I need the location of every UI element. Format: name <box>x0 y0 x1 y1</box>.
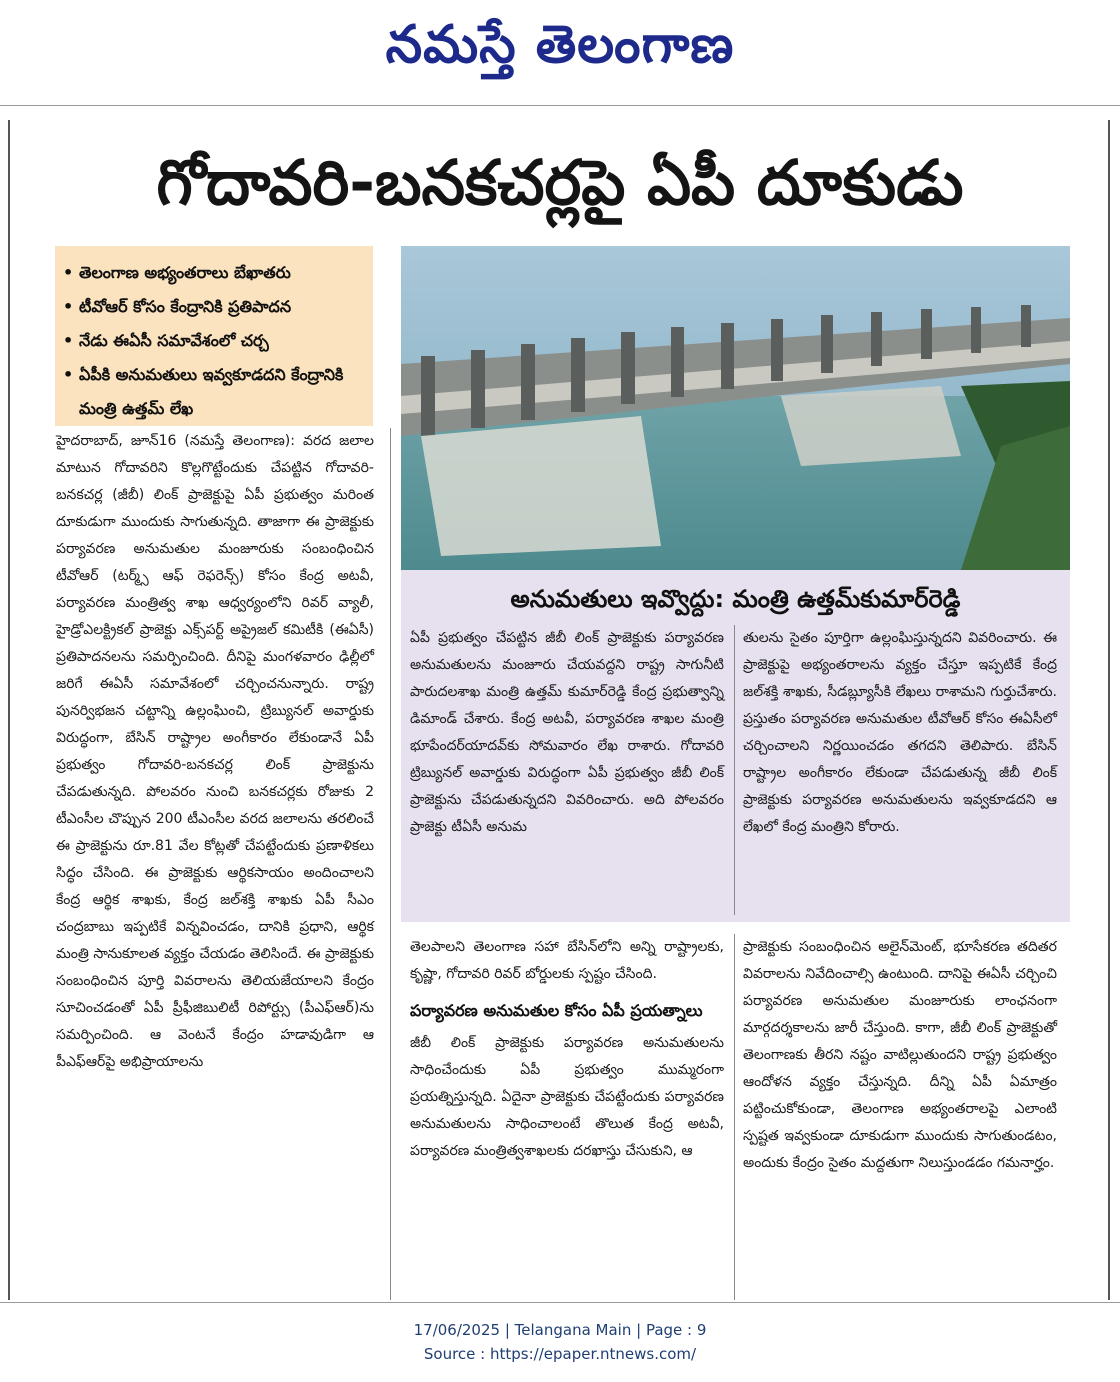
highlight-text: ఏపీకి అనుమతులు ఇవ్వకూడదని కేంద్రానికి మంత్రి ఉత్తమ్ లేఖ <box>79 365 344 418</box>
headline: గోదావరి-బనకచర్లపై ఏపీ దూకుడు <box>156 146 964 219</box>
article-column-right: ప్రాజెక్టుకు సంబంధించిన అలైన్‌మెంట్, భూసేకరణ తదితర వివరాలను నివేదించాల్సి ఉంటుంది. దానిపై ఈఏసీ చర్చించి పర్యావరణ అనుమతుల మంజూరుకు లాంఛనంగా మార్గదర్శకాలను జారీ చేస్తుంది. కాగా, జీబీ లింక్ ప్రాజెక్టుతో తెలంగాణకు తీరని నష్టం వాటిల్లుతుందని రాష్ట్ర ప్రభుత్వం ఆందోళన వ్యక్తం చేస్తున్నది. దీన్ని ఏపీ ఏమాత్రం పట్టించుకోకుండా, తెలంగాణ అభ్యంతరాలపై ఎలాంటి స్పష్టత ఇవ్వకుండా దూకుడుగా ముందుకు సాగుతుండటం, అందుకు కేంద్రం సైతం మద్దతుగా నిలుస్తుండడం గమనార్హం. <box>743 939 1057 1171</box>
bullet-icon: • <box>63 263 74 282</box>
masthead <box>0 0 1120 100</box>
bullet-icon: • <box>63 331 74 350</box>
article-paragraph: జీబీ లింక్ ప్రాజెక్టుకు పర్యావరణ అనుమతులను సాధించేందుకు ఏపీ ప్రభుత్వం ముమ్మరంగా ప్రయత్నిస్తున్నది. ఏదైనా ప్రాజెక్టుకు చేపట్టేందుకు పర్యావరణ అనుమతులను సాధించాలంటే తొలుత కేంద్ర అటవీ, పర్యావరణ మంత్రిత్వశాఖలకు దరఖాస్తు చేసుకుని, ఆ <box>410 1035 724 1159</box>
highlight-item <box>63 290 365 324</box>
bottom-rule <box>0 1302 1120 1303</box>
section-subheading: పర్యావరణ అనుమతుల కోసం ఏపీ ప్రయత్నాలు <box>410 1001 703 1020</box>
column-divider <box>734 625 735 915</box>
footer-source-link[interactable]: Source : https://epaper.ntnews.com/ <box>423 1345 697 1363</box>
bullet-icon: • <box>63 297 74 316</box>
highlight-text: టీవోఆర్ కోసం కేంద్రానికి ప్రతిపాదన <box>79 297 292 316</box>
article-column-left: హైదరాబాద్, జూన్16 (నమస్తే తెలంగాణ): వరద జలాల మాటున గోదావరిని కొల్లగొట్టేందుకు చేపట్టిన గోదావరి-బనకచర్ల (జీబీ) లింక్ ప్రాజెక్టుపై ఏపీ ప్రభుత్వం మరింత దూకుడుగా ముందుకు సాగుతున్నది. తాజాగా ఈ ప్రాజెక్టుకు పర్యావరణ అనుమతుల మంజూరుకు సంబంధించిన టీవోఆర్ (టర్మ్స్ ఆఫ్ రెఫరెన్స్) కోసం కేంద్ర అటవీ, పర్యావరణ మంత్రిత్వ శాఖ ఆధ్వర్యంలోని రివర్ వ్యాలీ, హైడ్రోఎలక్ట్రికల్ ప్రాజెక్టు ఎక్స్‌పర్ట్ అప్రైజల్ కమిటీకి (ఈఏసీ) ప్రతిపాదనలను సమర్పించింది. దీనిపై మంగళవారం ఢిల్లీలో జరిగే ఈఏసీ సమావేశంలో చర్చించనున్నారు. రాష్ట్ర పునర్విభజన చట్టాన్ని ఉల్లంఘించి, ట్రిబ్యునల్ అవార్డుకు విరుద్ధంగా, బేసిన్ రాష్ట్రాల అంగీకారం లేకుండానే ఏపీ ప్రభుత్వం గోదావరి-బనకచర్ల లింక్ ప్రాజెక్టును చేపడుతున్నది. పోలవరం నుంచి బనకచర్లకు రోజుకు 2 టీఎంసీల చొప్పున 200 టీఎంసీల వరద జలాలను తరలించే ఈ ప్రాజెక్టును రూ.81 వేల కోట్లతో చేపట్టేందుకు ప్రణాళికలు సిద్ధం చేసింది. ఈ ప్రాజెక్టుకు ఆర్థికసాయం అందించాలని కేంద్ర ఆర్థిక శాఖకు, కేంద్ర జల్‌శక్తి శాఖకు ఏపీ సీఎం చంద్రబాబు ఇప్పటికే విన్నవించడం, దానికి ప్రధాని, ఆర్థిక మంత్రి సానుకూలత వ్యక్తం చేయడం తెలిసిందే. ఈ ప్రాజెక్టుకు సంబంధించిన పూర్తి వివరాలను తెలియజేయాలని కేంద్రం సూచించడంతో ఏపీ ప్రీఫీజిబులిటీ రిపోర్ట్సు (పీఎఫ్ఆర్)ను సమర్పించింది. ఆ వెంటనే కేంద్రం హడావుడిగా ఆ పీఎఫ్ఆర్‌పై అభిప్రాయాలను <box>56 433 374 1070</box>
footer-date-page: 17/06/2025 | Telangana Main | Page : 9 <box>413 1321 707 1339</box>
highlight-text: తెలంగాణ అభ్యంతరాలు బేఖాతరు <box>79 263 291 282</box>
highlights-box <box>55 246 373 426</box>
barrage-illustration <box>401 246 1070 570</box>
barrage-photo <box>401 246 1070 570</box>
highlight-item <box>63 358 365 426</box>
top-rule <box>0 105 1120 106</box>
highlight-item <box>63 256 365 290</box>
right-border <box>1108 120 1110 1300</box>
footer <box>0 1318 1120 1366</box>
sidebar-column-left: ఏపీ ప్రభుత్వం చేపట్టిన జీబీ లింక్ ప్రాజెక్టుకు పర్యావరణ అనుమతులను మంజూరు చేయవద్దని రాష్ట్ర సాగునీటి పారుదలశాఖ మంత్రి ఉత్తమ్ కుమార్‌రెడ్డి కేంద్ర ప్రభుత్వాన్ని డిమాండ్ చేశారు. కేంద్ర అటవీ, పర్యావరణ శాఖల మంత్రి భూపేందర్‌యాదవ్‌కు సోమవారం లేఖ రాశారు. గోదావరి ట్రిబ్యునల్ అవార్డుకు విరుద్ధంగా ఏపీ ప్రభుత్వం జీబీ లింక్ ప్రాజెక్టును చేపడుతున్నదని వివరించారు. అది పోలవరం ప్రాజెక్టు టీఏసీ అనుమ <box>410 630 724 835</box>
bullet-icon: • <box>63 365 74 384</box>
column-divider <box>734 934 735 1300</box>
highlight-item <box>63 324 365 358</box>
masthead-logo: నమస్తే తెలంగాణ <box>385 14 735 75</box>
highlight-text: నేడు ఈఏసీ సమావేశంలో చర్చ <box>79 331 269 350</box>
sidebar-column-right: తులను సైతం పూర్తిగా ఉల్లంఘిస్తున్నదని వివరించారు. ఈ ప్రాజెక్టుపై అభ్యంతరాలను వ్యక్తం చేస్తూ ఇప్పటికే కేంద్ర జల్‌శక్తి శాఖకు, సీడబ్ల్యూసీకి లేఖలు రాశామని గుర్తుచేశారు. ప్రస్తుతం పర్యావరణ అనుమతుల టీవోఆర్ కోసం ఈఏసీలో చర్చించాలని నిర్ణయించడం తగదని తెలిపారు. బేసిన్ రాష్ట్రాల అంగీకారం లేకుండా చేపడుతున్న జీబీ లింక్ ప్రాజెక్టుకు పర్యావరణ అనుమతులను ఇవ్వకూడదని ఆ లేఖలో కేంద్ర మంత్రిని కోరారు. <box>743 630 1057 835</box>
sidebar-heading: అనుమతులు ఇవ్వొద్దు: మంత్రి ఉత్తమ్‌కుమార్‌రెడ్డి <box>510 585 961 613</box>
article-paragraph: తెలపాలని తెలంగాణ సహా బేసిన్‌లోని అన్ని రాష్ట్రాలకు, కృష్ణా, గోదావరి రివర్ బోర్డులకు స్పష్టం చేసింది. <box>410 939 724 982</box>
left-border <box>8 120 10 1300</box>
article-column-middle <box>410 934 724 1165</box>
column-divider <box>390 428 391 1300</box>
